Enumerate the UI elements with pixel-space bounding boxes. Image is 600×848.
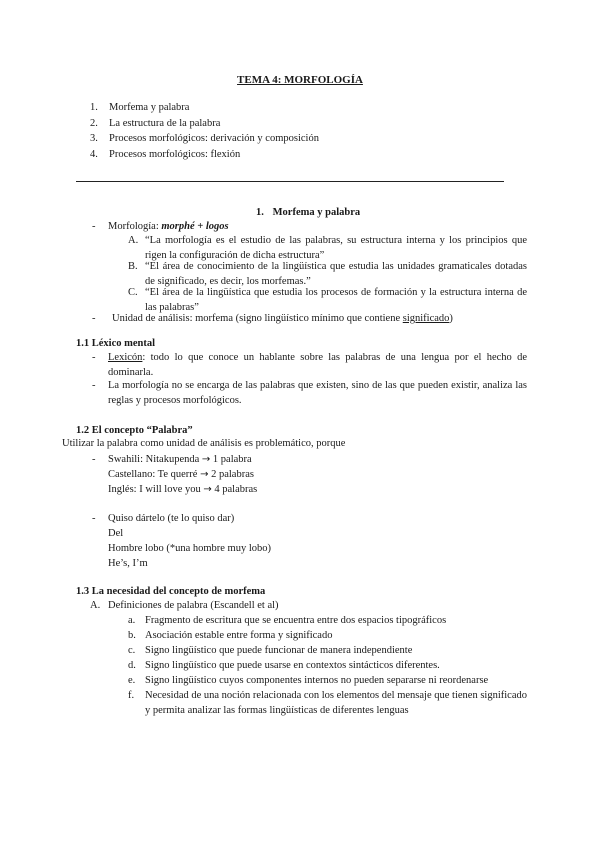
toc-item bbox=[90, 147, 319, 163]
bullet-dash: - bbox=[92, 313, 96, 324]
item-letter: e. bbox=[128, 675, 136, 686]
definition-item: Necesidad de una noción relacionada con los elementos del mensaje que tienen significado y permita analizar las formas lingüísticas de diferentes lenguas bbox=[145, 690, 527, 716]
def-letter: B. bbox=[128, 261, 138, 272]
example2-line: Hombre lobo (*una hombre muy lobo) bbox=[108, 543, 272, 554]
example2-line: Del bbox=[108, 528, 124, 539]
def-letter: C. bbox=[128, 287, 138, 298]
definition-item: Signo lingüístico que puede funcionar de manera independiente bbox=[145, 645, 413, 656]
definition-c: “El área de la lingüística que estudia los procesos de formación y la estructura interna de las palabras” bbox=[145, 287, 527, 313]
definitions-title: Definiciones de palabra (Escandell et al) bbox=[108, 600, 279, 611]
example-result: 1 palabra bbox=[212, 454, 252, 465]
lexicon-definition: : todo lo que conoce un hablante sobre las palabras de una lengua por el hecho de dominarla. bbox=[108, 352, 527, 378]
toc-number: 3. bbox=[90, 133, 98, 144]
example-text: Inglés: I will love you bbox=[108, 484, 201, 495]
definition-item: Fragmento de escritura que se encuentra entre dos espacios tipográficos bbox=[145, 615, 447, 626]
right-arrow-icon: → bbox=[203, 484, 212, 495]
section-1-heading bbox=[256, 205, 360, 220]
lexicon-item bbox=[108, 350, 527, 380]
item-letter: f. bbox=[128, 690, 135, 701]
morfologia-line bbox=[108, 219, 229, 234]
item-letter: a. bbox=[128, 615, 136, 626]
horizontal-divider bbox=[76, 181, 504, 182]
toc-text: Procesos morfológicos: flexión bbox=[109, 148, 241, 160]
toc-item bbox=[90, 131, 319, 147]
toc-number: 4. bbox=[90, 148, 98, 160]
sub-letter: A. bbox=[90, 600, 101, 611]
example-line bbox=[108, 482, 257, 497]
toc-number: 2. bbox=[90, 117, 98, 129]
def-letter: A. bbox=[128, 235, 139, 246]
heading-1-1: 1.1 Léxico mental bbox=[76, 338, 156, 349]
toc-text: La estructura de la palabra bbox=[109, 117, 221, 129]
definition-b: “El área de conocimiento de la lingüística que estudia las unidades gramaticales dotadas de significado, es decir, los morfemas.” bbox=[145, 261, 527, 287]
toc-text: Morfema y palabra bbox=[109, 102, 190, 113]
example-result: 4 palabras bbox=[214, 484, 258, 495]
section-title: Morfema y palabra bbox=[272, 207, 361, 218]
example-result: 2 palabras bbox=[211, 469, 254, 480]
definition-item: Signo lingüístico cuyos componentes internos no pueden separarse ni reordenarse bbox=[145, 675, 489, 686]
bullet-dash: - bbox=[92, 221, 96, 232]
item-letter: b. bbox=[128, 630, 136, 641]
example-text: Castellano: Te querré bbox=[108, 469, 198, 480]
section-number: 1. bbox=[256, 207, 264, 218]
table-of-contents bbox=[90, 100, 319, 162]
item-letter: d. bbox=[128, 660, 136, 671]
unidad-prefix: Unidad de análisis: morfema (signo lingüístico mínimo que contiene bbox=[112, 313, 403, 324]
example2-line: Quiso dártelo (te lo quiso dar) bbox=[108, 513, 235, 524]
palabra-intro: Utilizar la palabra como unidad de análisis es problemático, porque bbox=[62, 438, 346, 449]
example-line bbox=[108, 467, 254, 482]
unidad-underlined: significado bbox=[402, 313, 450, 324]
bullet-dash: - bbox=[92, 513, 96, 524]
bullet-dash: - bbox=[92, 380, 96, 391]
unidad-analisis bbox=[112, 311, 453, 326]
heading-1-3: 1.3 La necesidad del concepto de morfema bbox=[76, 586, 266, 597]
example-line bbox=[108, 452, 252, 467]
morfologia-label: Morfología: bbox=[108, 221, 162, 232]
toc-item bbox=[90, 100, 319, 116]
example-text: Swahili: Nitakupenda bbox=[108, 454, 200, 465]
toc-item bbox=[90, 116, 319, 132]
definition-item: Signo lingüístico que puede usarse en contextos sintácticos diferentes. bbox=[145, 660, 440, 671]
bullet-dash: - bbox=[92, 454, 96, 465]
lexicon-term: Lexicón bbox=[108, 352, 143, 363]
morfologia-item: La morfología no se encarga de las palabras que existen, sino de las que pueden existir, analiza las reglas y procesos morfológicos. bbox=[108, 380, 527, 406]
example2-line: He’s, I’m bbox=[108, 558, 148, 569]
item-letter: c. bbox=[128, 645, 136, 656]
morfologia-etymology: morphé + logos bbox=[161, 221, 229, 232]
bullet-dash: - bbox=[92, 352, 96, 363]
heading-1-2: 1.2 El concepto “Palabra” bbox=[76, 425, 193, 436]
document-title: TEMA 4: MORFOLOGÍA bbox=[237, 74, 363, 86]
toc-text: Procesos morfológicos: derivación y composición bbox=[109, 133, 319, 144]
right-arrow-icon: → bbox=[201, 454, 211, 465]
unidad-suffix: ) bbox=[449, 313, 453, 324]
definition-a: “La morfología es el estudio de las palabras, su estructura interna y los principios que rigen la configuración de dicha estructura” bbox=[145, 235, 527, 261]
definition-item: Asociación estable entre forma y significado bbox=[145, 630, 333, 641]
right-arrow-icon: → bbox=[200, 469, 209, 480]
toc-number: 1. bbox=[90, 102, 98, 113]
